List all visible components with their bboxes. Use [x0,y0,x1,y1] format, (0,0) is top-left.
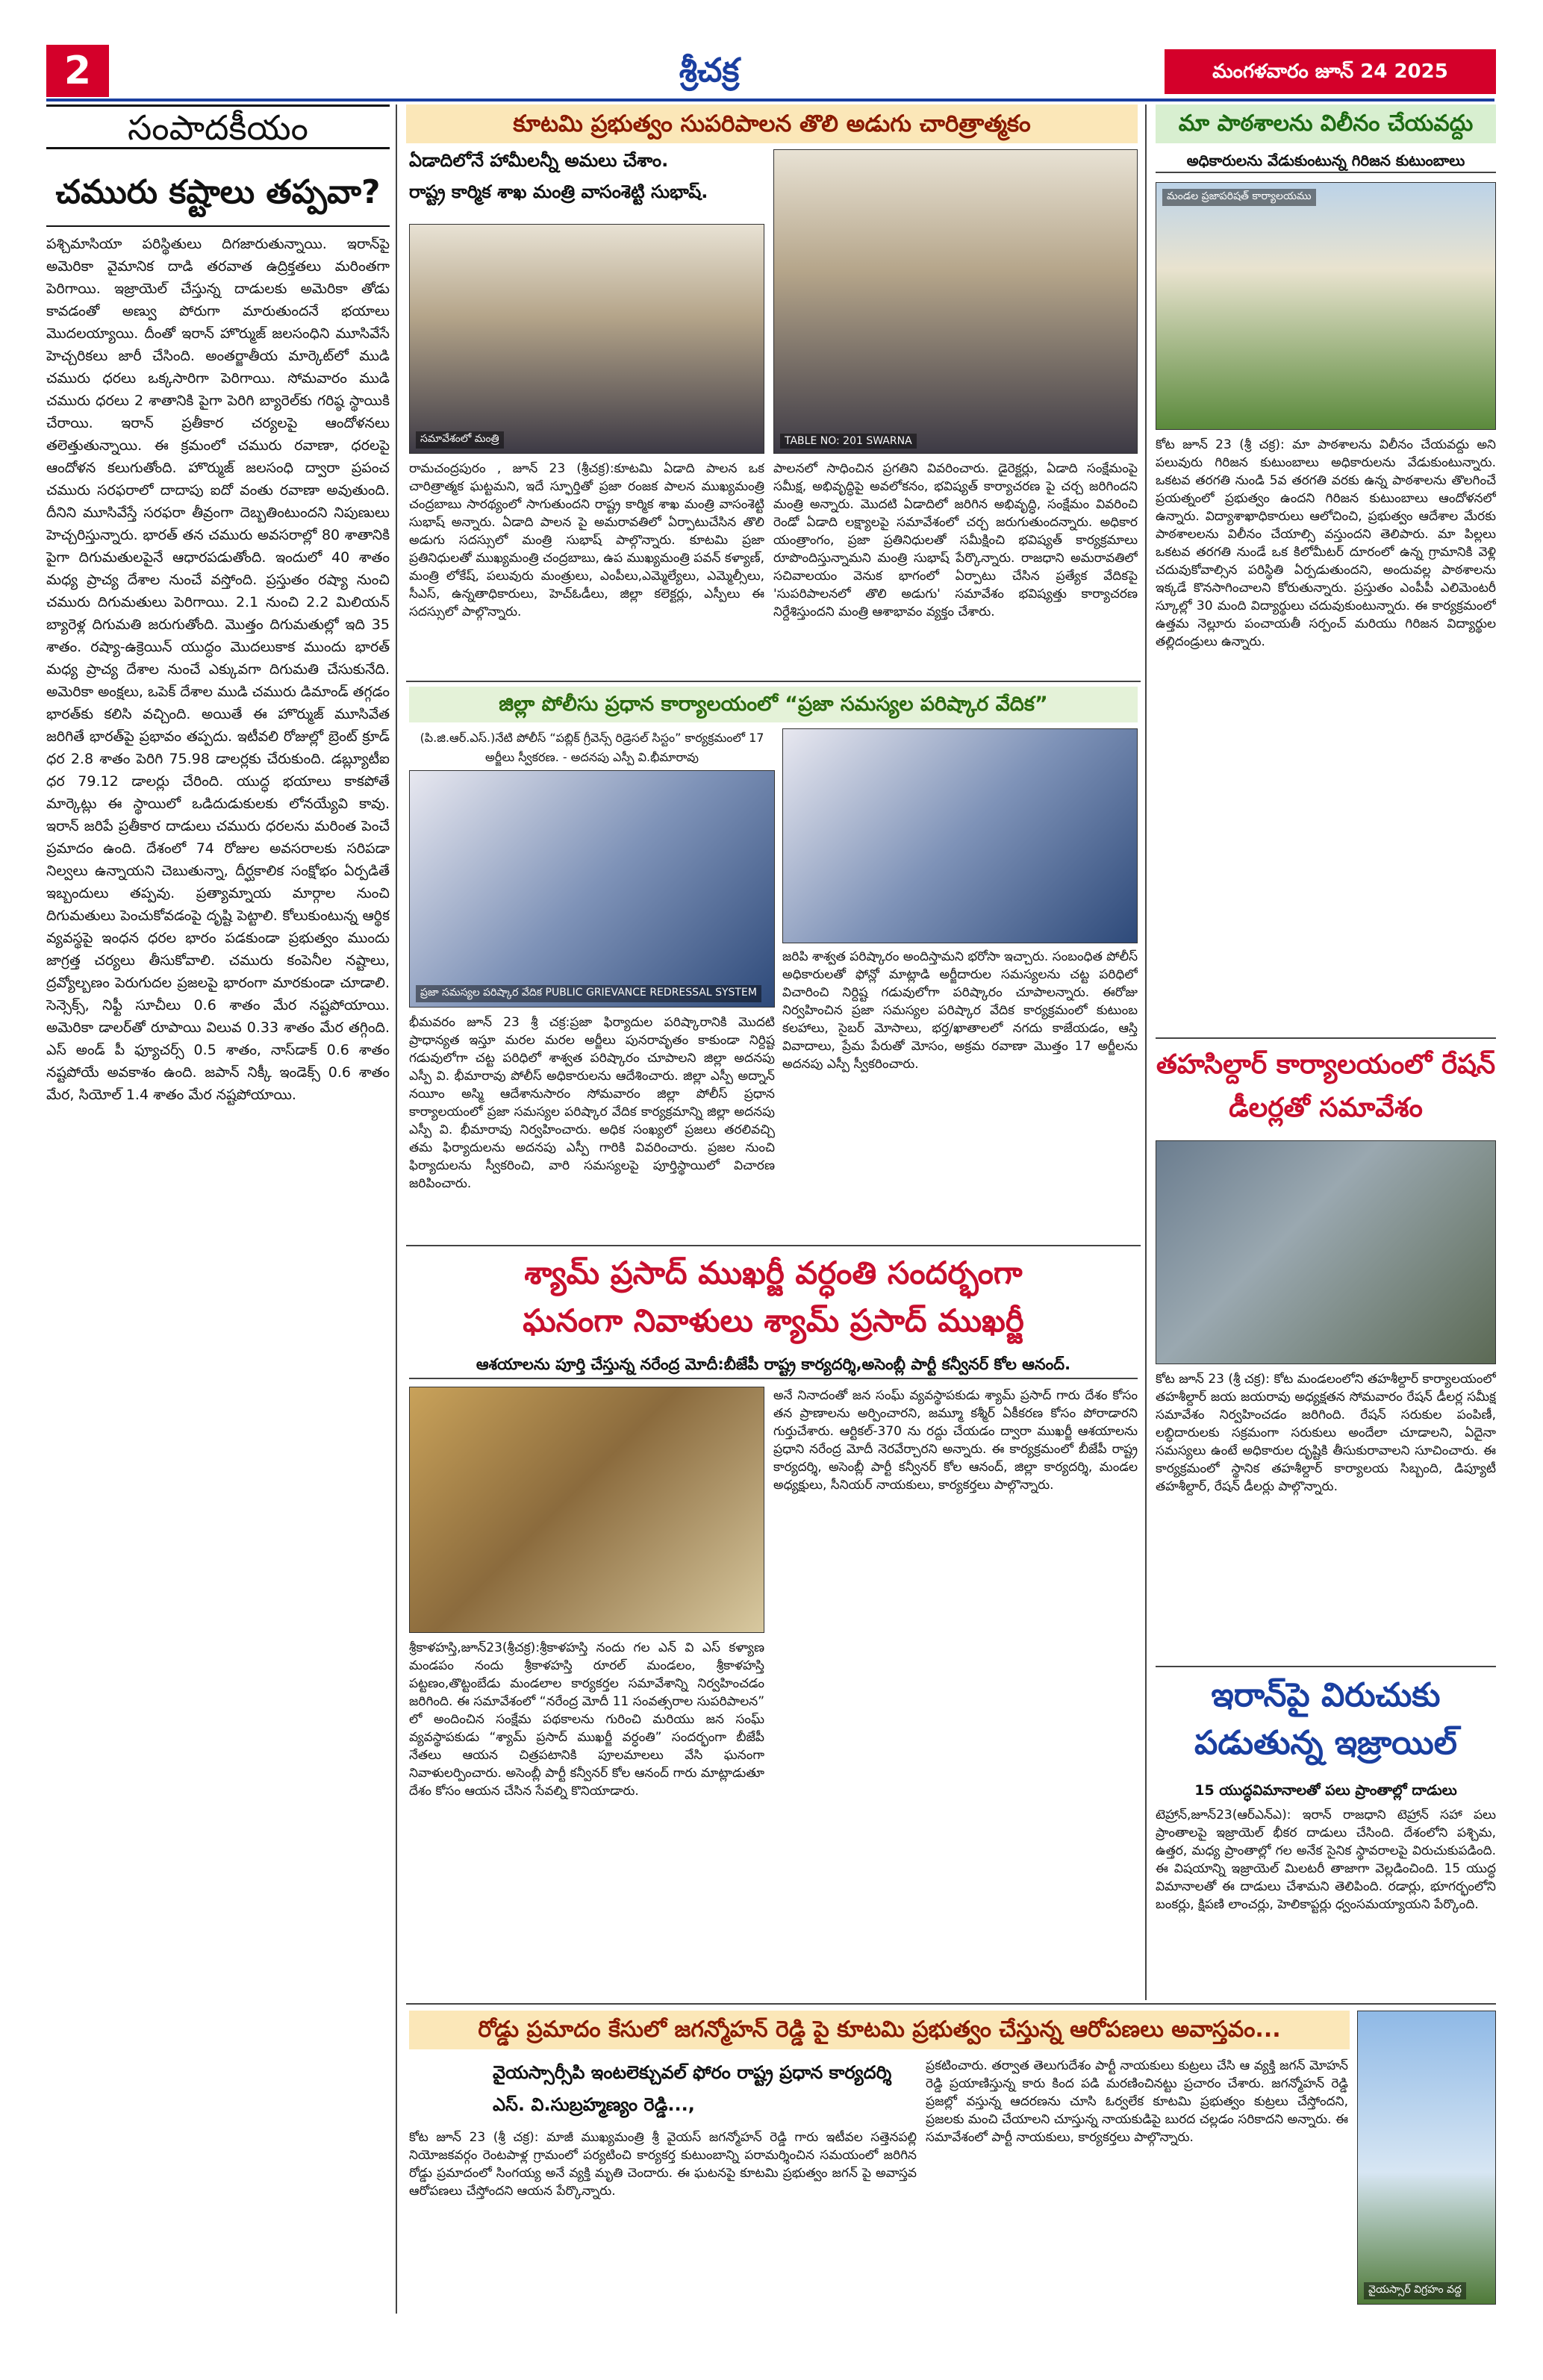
mukherjee-subhead: ఆశయాలను పూర్తి చేస్తున్న నరేంద్ర మోదీ:బీజేపీ రాష్ట్ర కార్యదర్శి,అసెంబ్లీ పార్టీ కన్వీనర్ కోల ఆనంద్. [409,1349,1138,1379]
date-line: మంగళవారం జూన్ 24 2025 [1165,49,1496,94]
jagan-photo-caption: వైయస్సార్ విగ్రహం వద్ద [1364,2282,1466,2299]
police-headline: జిల్లా పోలీసు ప్రధాన కార్యాలయంలో “ప్రజా సమస్యల పరిష్కార వేదిక” [409,687,1138,722]
israel-subhead: 15 యుద్ధవిమానాలతో పలు ప్రాంతాల్లో దాడులు [1194,1782,1457,1799]
israel-headline: ఇరాన్‌పై విరుచుకు పడుతున్న ఇజ్రాయిల్ [1194,1676,1457,1762]
kutami-subhead-2: రాష్ట్ర కార్మిక శాఖ మంత్రి వాసంశెట్టి సుభాష్‌. [409,181,708,202]
jagan-headline: రోడ్డు ప్రమాదం కేసులో జగన్మోహన్ రెడ్డి పై కూటమి ప్రభుత్వం చేస్తున్న ఆరోపణలు అవాస్తవం... [409,2011,1350,2049]
school-photo-sign: మండల ప్రజాపరిషత్ కార్యాలయము [1162,189,1316,206]
school-photo [1156,182,1496,430]
school-subhead: అధికారులను వేడుకుంటున్న గిరిజన కుటుంబాలు [1156,148,1496,173]
editorial-section-title: సంపాదకీయం [46,104,390,149]
lower-section-rule [406,2003,1496,2005]
school-headline: మా పాఠశాలను విలీనం చేయవద్దు [1156,104,1496,143]
police-bottom-rule [406,1245,1141,1246]
mukherjee-body-left: శ్రీకాళహస్తి,జూన్23(శ్రీచక్ర):శ్రీకాళహస్తి నందు గల ఎన్ వి ఎస్ కళ్యాణ మండపం నందు శ్రీకాళహస్తి రూరల్ మండలం, శ్రీకాళహస్తి పట్టణం,తొట్టంబేడు మండలాల కార్యకర్తల సమావేశాన్ని నిర్వహించడం జరిగింది. ఈ సమావేశంలో “నరేంద్ర మోదీ 11 సంవత్సరాల సుపరిపాలన” లో అందించిన సంక్షేమ పథకాలను గురించి మరియు జన సంఘ్ వ్యవస్థాపకుడు “శ్యామ్ ప్రసాద్ ముఖర్జీ వర్ధంతి” సందర్భంగా బీజేపీ నేతలు ఆయన చిత్రపటానికి పూలమాలలు వేసి ఘనంగా నివాళులర్పించారు. అసెంబ్లీ పార్టీ కన్వీనర్ కోల ఆనంద్ గారు మాట్లాడుతూ దేశం కోసం ఆయన చేసిన సేవల్ని కొనియాడారు. [409,1640,764,1799]
kutami-body-left: రామచంద్రపురం , జూన్ 23 (శ్రీచక్ర):కూటమి ఏడాది పాలన ఒక చారిత్రాత్మక ఘట్టమని, ఇదే స్ఫూర్తితో ప్రజా రంజక పాలన ముఖ్యమంత్రి చంద్రబాబు సారథ్యంలో సాగుతుందని రాష్ట్ర కార్మిక శాఖ మంత్రి వాసంశెట్టి సుభాష్ అన్నారు. ఏడాది పాలన పై అమరావతిలో ఏర్పాటుచేసిన తొలి అడుగు సదస్సులో మంత్రి సుభాష్ పాల్గొన్నారు. కూటమి ప్రజా ప్రతినిధులతో ముఖ్యమంత్రి చంద్రబాబు, ఉప ముఖ్యమంత్రి పవన్ కళ్యాణ్, మంత్రి లోకేష్, పలువురు మంత్రులు, ఎంపీలు,ఎమ్మెల్యేలు, ఎమ్మెల్సీలు, సీఎస్, ఉన్నతాధికారులు, హెచ్ఓడీలు, జిల్లా కలెక్టర్లు, ఎస్పీలు ఈ సదస్సులో పాల్గొన్నారు. [409,461,764,619]
jagan-photo [1357,2011,1496,2305]
jagan-body-left: కోట జూన్ 23 (శ్రీ చక్ర): మాజీ ముఖ్యమంత్రి శ్రీ వైయస్ జగన్మోహన్ రెడ్డి గారు ఇటీవల సత్తెనపల్లి నియోజకవర్గం రెంటపాళ్ల గ్రామంలో పర్యటించి కార్యకర్త కుటుంబాన్ని పరామర్శించిన సమయంలో జరిగిన రోడ్డు ప్రమాదంలో సింగయ్య అనే వ్యక్తి మృతి చెందారు. ఈ ఘటనపై కూటమి ప్రభుత్వం జగన్ పై అవాస్తవ ఆరోపణలు చేస్తోందని ఆయన పేర్కొన్నారు. [409,2130,917,2199]
mukherjee-body-right: అనే నినాదంతో జన సంఘ్ వ్యవస్థాపకుడు శ్యామ్ ప్రసాద్ గారు దేశం కోసం తన ప్రాణాలను అర్పించారని, జమ్మూ కశ్మీర్ ఏకీకరణ కోసం పోరాడారని గుర్తుచేశారు. ఆర్టికల్-370 ను రద్దు చేయడం ద్వారా ముఖర్జీ ఆశయాలను ప్రధాని నరేంద్ర మోదీ నెరవేర్చారని అన్నారు. ఈ కార్యక్రమంలో బీజేపీ రాష్ట్ర కార్యదర్శి, అసెంబ్లీ పార్టీ కన్వీనర్ కోల ఆనంద్, జిల్లా కార్యదర్శి, మండల అధ్యక్షులు, సీనియర్ నాయకులు, కార్యకర్తలు పాల్గొన్నారు. [773,1388,1138,1493]
ration-bottom-rule [1156,1666,1496,1667]
school-body: కోట జూన్ 23 (శ్రీ చక్ర): మా పాఠశాలను విలీనం చేయవద్దు అని పలువురు గిరిజన కుటుంబాలు అధికారులను వేడుకుంటున్నారు. ఒకటవ తరగతి నుండి 5వ తరగతి వరకు ఉన్న పాఠశాలను తొలగించే ప్రయత్నంలో ప్రభుత్వం ఉందని గిరిజన కుటుంబాలు ఆందోళనలో ఉన్నారు. విద్యాశాఖాధికారులు ఆలోచించి, ప్రభుత్వం ఆదేశాల మేరకు పాఠశాలలను విలీనం చేయాల్సి వస్తుందని తెలిపారు. మా పిల్లలు ఒకటవ తరగతి నుండే ఒక కిలోమీటర్ దూరంలో ఉన్న గ్రామానికి వెళ్లి చదువుకోవాల్సిన పరిస్థితి ఏర్పడుతుందని, అందువల్ల పాఠశాలను ఇక్కడే కొనసాగించాలని కోరుతున్నారు. ప్రస్తుతం ఎంపీపీ ఎలిమెంటరీ స్కూల్లో 30 మంది విద్యార్థులు చదువుకుంటున్నారు. ఈ కార్యక్రమంలో ఉత్తమ నెల్లూరు పంచాయతీ సర్పంచ్ మరియు గిరిజన విద్యార్థుల తల్లిదండ్రులు ఉన్నారు. [1156,437,1496,649]
editorial-headline: చమురు కష్టాలు తప్పవా? [46,160,390,227]
kutami-headline: కూటమి ప్రభుత్వం సుపరిపాలన తొలి అడుగు చారిత్రాత్మకం [406,104,1138,143]
police-body-left: భీమవరం జూన్ 23 శ్రీ చక్ర:ప్రజా ఫిర్యాదుల పరిష్కారానికి మొదటి ప్రాధాన్యత ఇస్తూ మరల మరల అర్జీలు పునరావృతం కాకుండా నిర్దిష్ట గడువులోగా చట్ట పరిధిలో శాశ్వత పరిష్కారం చూపాలని జిల్లా అదనపు ఎస్పీ వి. భీమారావు పోలీస్ అధికారులను ఆదేశించారు. జిల్లా ఎస్పీ అద్నాన్ నయీం అస్మి ఆదేశానుసారం సోమవారం జిల్లా పోలీస్ ప్రధాన కార్యాలయంలో ప్రజా సమస్యల పరిష్కార వేదిక కార్యక్రమాన్ని జిల్లా అదనపు ఎస్పీ వి. భీమారావు నిర్వహించారు. అధిక సంఖ్యలో ప్రజలు తరలివచ్చి తమ ఫిర్యాదులను అదనపు ఎస్పీ గారికి వివరించారు. ప్రజల నుంచి ఫిర్యాదులను స్వీకరించి, వారి సమస్యలపై పూర్తిస్థాయిలో విచారణ జరిపించారు. [409,1015,775,1191]
israel-body: టెహ్రాన్,జూన్23(ఆర్ఎన్ఎ): ఇరాన్ రాజధాని టెహ్రాన్ సహా పలు ప్రాంతాలపై ఇజ్రాయెల్ భీకర దాడులు చేసింది. దేశంలోని పశ్చిమ, ఉత్తర, మధ్య ప్రాంతాల్లో గల అనేక సైనిక స్థావరాలపై విరుచుకుపడింది. ఈ విషయాన్ని ఇజ్రాయెల్ మిలటరీ తాజాగా వెల్లడించింది. 15 యుద్ధ విమానాలతో ఈ దాడులు చేశామని తెలిపింది. రడార్లు, భూగర్భంలోని బంకర్లు, క్షిపణి లాంచర్లు, హెలికాప్టర్లు ధ్వంసమయ్యాయని పేర్కొంది. [1156,1808,1496,1912]
kutami-photo-2 [773,149,1138,454]
kutami-body-right: పాలనలో సాధించిన ప్రగతిని వివరించారు. డైరెక్టర్లు, ఏడాది సంక్షేమంపై సమీక్ష, అభివృద్ధిపై అవలోకనం, భవిష్యత్ కార్యాచరణ పై చర్చ జరిగిందని మంత్రి అన్నారు. మొదటి ఏడాదిలో జరిగిన అభివృద్ధి, సంక్షేమం వివరించి రెండో ఏడాది లక్ష్యాలపై సమావేశంలో చర్చ జరుగుతుందన్నారు. అధికార యంత్రాంగం, ప్రజా ప్రతినిధులతో సమీక్షించి భవిష్యత్ కార్యక్రమాలు రూపొందిస్తున్నామని మంత్రి సుభాష్ పేర్కొన్నారు. రాజధాని అమరావతిలో సచివాలయం వెనుక భాగంలో ఏర్పాటు చేసిన ప్రత్యేక వేదికపై 'సుపరిపాలనలో తొలి అడుగు' సమావేశం భవిష్యత్తు కార్యాచరణ నిర్దేశిస్తుందని మంత్రి ఆశాభావం వ్యక్తం చేశారు. [773,461,1138,619]
mukherjee-headline-2: ఘనంగా నివాళులు శ్యామ్ ప్రసాద్ ముఖర్జీ [523,1302,1024,1339]
mukherjee-headline-1: శ్యామ్ ప్రసాద్ ముఖర్జీ వర్ధంతి సందర్భంగా [524,1255,1023,1291]
police-photo-2 [782,728,1138,943]
kutami-bottom-rule [406,681,1141,682]
ration-body: కోట జూన్ 23 (శ్రీ చక్ర): కోట మండలంలోని తహశీల్దార్ కార్యాలయంలో తహశీల్దార్ జయ జయరావు అధ్యక్షతన సోమవారం రేషన్ డీలర్ల సమీక్ష సమావేశం నిర్వహించడం జరిగింది. రేషన్ సరుకుల పంపిణీ, లబ్ధిదారులకు సక్రమంగా సరుకులు అందేలా చూడాలని, ఏదైనా సమస్యలు ఉంటే అధికారుల దృష్టికి తీసుకురావాలని సూచించారు. ఈ కార్యక్రమంలో స్థానిక తహశీల్దార్ కార్యాలయ సిబ్బంది, డిప్యూటీ తహశీల్దార్, రేషన్ డీలర్లు పాల్గొన్నారు. [1156,1372,1496,1494]
jagan-subhead: వైయస్సార్సీపి ఇంటలెక్చువల్ ఫోరం రాష్ట్ర ప్రధాన కార్యదర్శి ఎస్. వి.సుబ్రహ్మణ్యం రెడ్డి..., [493,2062,892,2115]
editorial-column-rule [396,104,397,2314]
ration-photo [1156,1140,1496,1364]
police-photo-1 [409,770,775,1008]
jagan-body-right: ప్రకటించారు. తర్వాత తెలుగుదేశం పార్టీ నాయకులు కుట్రలు చేసి ఆ వ్యక్తి జగన్ మోహన్ రెడ్డి ప్రయాణిస్తున్న కారు కింద పడి మరణించినట్టు ప్రచారం చేశారు. జగన్మోహన్ రెడ్డి ప్రజల్లో వస్తున్న ఆదరణను చూసి ఓర్వలేక కూటమి ప్రభుత్వం కుట్రలు చేస్తోందని, ప్రజలకు మంచి చేయాలని చూస్తున్న నాయకుడిపై బురద చల్లడం సరికాదని అన్నారు. ఈ సమావేశంలో పార్టీ నాయకులు, కార్యకర్తలు పాల్గొన్నారు. [926,2058,1348,2145]
police-caption: (పి.జి.ఆర్.ఎస్.)నేటి పోలీస్ “పబ్లిక్ గ్రీవెన్స్ రిడ్రెసల్ సిస్టం” కార్యక్రమంలో 17 అర్జీలు స్వీకరణ. - అదనపు ఎస్పీ వి.భీమారావు [420,731,764,764]
police-photo-1-caption: ప్రజా సమస్యల పరిష్కార వేదిక PUBLIC GRIEVANCE REDRESSAL SYSTEM [416,985,761,1002]
school-bottom-rule [1156,1037,1496,1039]
ration-headline: తహసిల్దార్ కార్యాలయంలో రేషన్ డీలర్లతో సమావేశం [1156,1049,1496,1123]
kutami-photo-1-caption: సమావేశంలో మంత్రి [416,431,504,449]
header-divider [46,99,1494,101]
kutami-photo-1 [409,224,764,454]
page-number-box: 2 [46,45,109,97]
editorial-body: పశ్చిమాసియా పరిస్థితులు దిగజారుతున్నాయి. ఇరాన్‌పై అమెరికా వైమానిక దాడి తరవాత ఉద్రిక్తతలు మరింతగా పెరిగాయి. ఇజ్రాయెల్‌ చేస్తున్న దాడులకు అమెరికా తోడు కావడంతో అణ్వు పోరుగా మారుతుందనే భయాలు మొదలయ్యాయి. దీంతో ఇరాన్‌ హొర్ముజ్‌ జలసంధిని మూసివేసే హెచ్చరికలు జారీ చేసింది. అంతర్జాతీయ మార్కెట్‌లో ముడి చమురు ధరలు ఒక్కసారిగా పెరిగాయి. సోమవారం ముడి చమురు ధరలు 2 శాతానికి పైగా పెరిగి బ్యారెల్‌కు గరిష్ఠ స్థాయికి చేరాయి. ఇరాన్‌ ప్రతీకార చర్యలపై ఆందోళనలు తలెత్తుతున్నాయి. ఈ క్రమంలో చమురు రవాణా, ధరలపై ఆందోళన కలుగుతోంది. హొర్ముజ్‌ జలసంధి ద్వారా ప్రపంచ చమురు సరఫరాలో దాదాపు ఐదో వంతు రవాణా అవుతుంది. దీనిని మూసివేస్తే సరఫరా తీవ్రంగా దెబ్బతింటుందని నిపుణులు హెచ్చరిస్తున్నారు. భారత్‌ తన చమురు అవసరాల్లో 80 శాతానికి పైగా దిగుమతులపైనే ఆధారపడుతోంది. ఇందులో 40 శాతం మధ్య ప్రాచ్య దేశాల నుంచే వస్తోంది. ప్రస్తుతం రష్యా నుంచి చమురు దిగుమతులు పెరిగాయి. 2.1 నుంచి 2.2 మిలియన్‌ బ్యారెళ్ల దిగుమతి జరుగుతోంది. మొత్తం దిగుమతుల్లో ఇది 35 శాతం. రష్యా-ఉక్రెయిన్‌ యుద్ధం మొదలుకాక ముందు భారత్‌ మధ్య ప్రాచ్య దేశాల నుంచే ఎక్కువగా దిగుమతి చేసుకునేది. అమెరికా అంక్షలు, ఒపెక్‌ దేశాల ముడి చమురు డిమాండ్‌ తగ్గడం భారత్‌కు కలిసి వచ్చింది. అయితే ఈ హొర్ముజ్‌ మూసివేత జరిగితే భారత్‌పై ప్రభావం తప్పదు. ఇటీవలి రోజుల్లో బ్రెంట్‌ క్రూడ్‌ ధర 2.8 శాతం పెరిగి 75.98 డాలర్లకు చేరుకుంది. డబ్ల్యూటీఐ ధర 79.12 డాలర్లు చేరింది. యుద్ధ భయాలు కాకపోతే మార్కెట్లు ఈ స్థాయిలో ఒడిదుడుకులకు లోనయ్యేవి కావు. ఇరాన్‌ జరిపే ప్రతీకార దాడులు చమురు ధరలను మరింత పెంచే ప్రమాదం ఉంది. దేశంలో 74 రోజుల అవసరాలకు సరిపడా నిల్వలు ఉన్నాయని చెబుతున్నా, దీర్ఘకాలిక సంక్షోభం ఏర్పడితే ఇబ్బందులు తప్పవు. ప్రత్యామ్నాయ మార్గాల నుంచి దిగుమతులు పెంచుకోవడంపై దృష్టి పెట్టాలి. కోలుకుంటున్న ఆర్థిక వ్యవస్థపై ఇంధన ధరల భారం పడకుండా ప్రభుత్వం ముందు జాగ్రత్త చర్యలు తీసుకోవాలి. చమురు కంపెనీల నష్టాలు, ద్రవ్యోల్బణం పెరుగుదల ప్రజలపై భారంగా మారకుండా చూడాలి. సెన్సెక్స్‌, నిఫ్టీ సూచీలు 0.6 శాతం మేర నష్టపోయాయి. అమెరికా డాలర్‌తో రూపాయి విలువ 0.33 శాతం మేర తగ్గింది. ఎస్‌ అండ్‌ పీ ఫ్యూచర్స్‌ 0.5 శాతం, నాస్‌డాక్‌ 0.6 శాతం నష్టపోయే అవకాశం ఉంది. జపాన్‌ నిక్కీ ఇండెక్స్‌ 0.6 శాతం మేర, సియోల్‌ 1.4 శాతం మేర నష్టపోయాయి. [46,236,390,1103]
masthead-logo: శ్రీచక్ర [620,46,799,96]
mukherjee-photo [409,1387,764,1633]
kutami-subhead-1: ఏడాదిలోనే హామీలన్నీ అమలు చేశాం. [409,150,669,171]
mid-column-rule [1145,104,1147,2000]
police-body-right: జరిపి శాశ్వత పరిష్కారం అందిస్తామని భరోసా ఇచ్చారు. సంబంధిత పోలీస్ అధికారులతో ఫోన్లో మాట్లాడి అర్జీదారుల సమస్యలను చట్ట పరిధిలో విచారించి నిర్దిష్ట గడువులోగా పరిష్కారం చూపాలన్నారు. ఈరోజు నిర్వహించిన ప్రజా సమస్యల పరిష్కార వేదిక కార్యక్రమంలో కుటుంబ కలహాలు, సైబర్ మోసాలు, భర్త/ఖాతాలలో నగదు కాజేయడం, ఆస్తి వివాదాలు, ప్రేమ పేరుతో మోసం, అక్రమ రవాణా మొత్తం 17 అర్జీలను అదనపు ఎస్పీ స్వీకరించారు. [782,949,1138,1072]
kutami-photo-2-caption: TABLE NO: 201 SWARNA [780,434,917,449]
